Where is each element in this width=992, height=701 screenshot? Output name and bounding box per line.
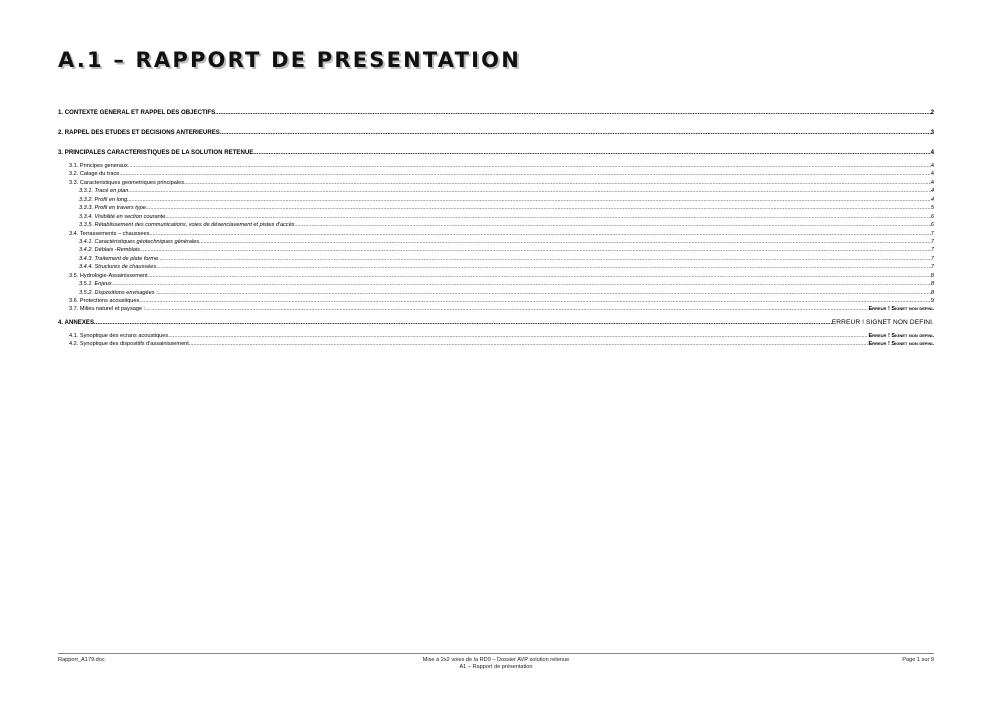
footer-divider bbox=[58, 653, 934, 654]
toc-entry-3-7[interactable]: 3.7. Milieu naturel et paysage : ..... Erreur ! Signet non defini. bbox=[58, 305, 934, 313]
toc-entry-4-1[interactable]: 4.1. Synoptique des ecrans acoustiques ..... Erreur ! Signet non defini. bbox=[58, 332, 934, 340]
toc-entry-3[interactable]: 3. PRINCIPALES CARACTERISTIQUES DE LA SOLUTION RETENUE ..... 4 bbox=[58, 148, 934, 158]
toc-entry-3-5-2[interactable]: 3.5.2. Dispositions envisagées : ..... 8 bbox=[58, 289, 934, 297]
footer-section-title: A1 – Rapport de présentation bbox=[459, 664, 533, 670]
footer-filename: Rapport_A179.doc bbox=[58, 657, 105, 663]
toc-entry-4[interactable]: 4. ANNEXES ..... ERREUR ! SIGNET NON DEFINI. bbox=[58, 318, 934, 328]
toc-entry-3-3-1[interactable]: 3.3.1. Tracé en plan ..... 4 bbox=[58, 187, 934, 195]
toc-entry-3-4-2[interactable]: 3.4.2. Déblais -Remblais ..... 7 bbox=[58, 246, 934, 254]
page-title: A.1 – RAPPORT DE PRESENTATION bbox=[58, 48, 521, 72]
toc-entry-3-3-4[interactable]: 3.3.4. Visibilité en section courante ..... 6 bbox=[58, 213, 934, 221]
toc-entry-4-2[interactable]: 4.2. Synoptique des dispositifs d'assainissement ..... Erreur ! Signet non defini. bbox=[58, 340, 934, 348]
toc-entry-3-3[interactable]: 3.3. Caracteristiques geometriques principales ..... 4 bbox=[58, 179, 934, 187]
toc-entry-1[interactable]: 1. CONTEXTE GENERAL ET RAPPEL DES OBJECTIFS ..... 2 bbox=[58, 108, 934, 118]
toc-entry-3-3-5[interactable]: 3.3.5. Rétablissement des communications, voies de désenclavement et pistes d'accès ..... 6 bbox=[58, 221, 934, 229]
toc-entry-3-3-2[interactable]: 3.3.2. Profil en long ..... 4 bbox=[58, 196, 934, 204]
footer-center bbox=[0, 657, 992, 671]
toc-entry-3-2[interactable]: 3.2. Calage du trace ..... 4 bbox=[58, 170, 934, 178]
toc-entry-3-4-1[interactable]: 3.4.1. Caractéristiques géotechniques générales ..... 7 bbox=[58, 238, 934, 246]
toc-entry-3-5-1[interactable]: 3.5.1. Enjeux ..... 8 bbox=[58, 280, 934, 288]
toc-entry-2[interactable]: 2. RAPPEL DES ETUDES ET DECISIONS ANTERIEURES ..... 3 bbox=[58, 128, 934, 138]
toc-entry-3-6[interactable]: 3.6. Protections acoustiques ..... 9 bbox=[58, 297, 934, 305]
table-of-contents bbox=[58, 108, 934, 349]
footer-project-title: Mise à 2x2 voies de la RD9 – Dossier AVP solution retenue bbox=[422, 657, 570, 663]
toc-entry-3-5[interactable]: 3.5. Hydrologie-Assainissement ..... 8 bbox=[58, 272, 934, 280]
toc-entry-3-1[interactable]: 3.1. Principes generaux ..... 4 bbox=[58, 162, 934, 170]
toc-entry-3-4-3[interactable]: 3.4.3. Traitement de plate forme ..... 7 bbox=[58, 255, 934, 263]
footer-page-number: Page 1 sur 9 bbox=[902, 657, 934, 663]
toc-entry-3-3-3[interactable]: 3.3.3. Profil en travers type ..... 5 bbox=[58, 204, 934, 212]
toc-entry-3-4-4[interactable]: 3.4.4. Structures de chaussées ..... 7 bbox=[58, 263, 934, 271]
toc-entry-3-4[interactable]: 3.4. Terrassements – chaussees ..... 7 bbox=[58, 230, 934, 238]
